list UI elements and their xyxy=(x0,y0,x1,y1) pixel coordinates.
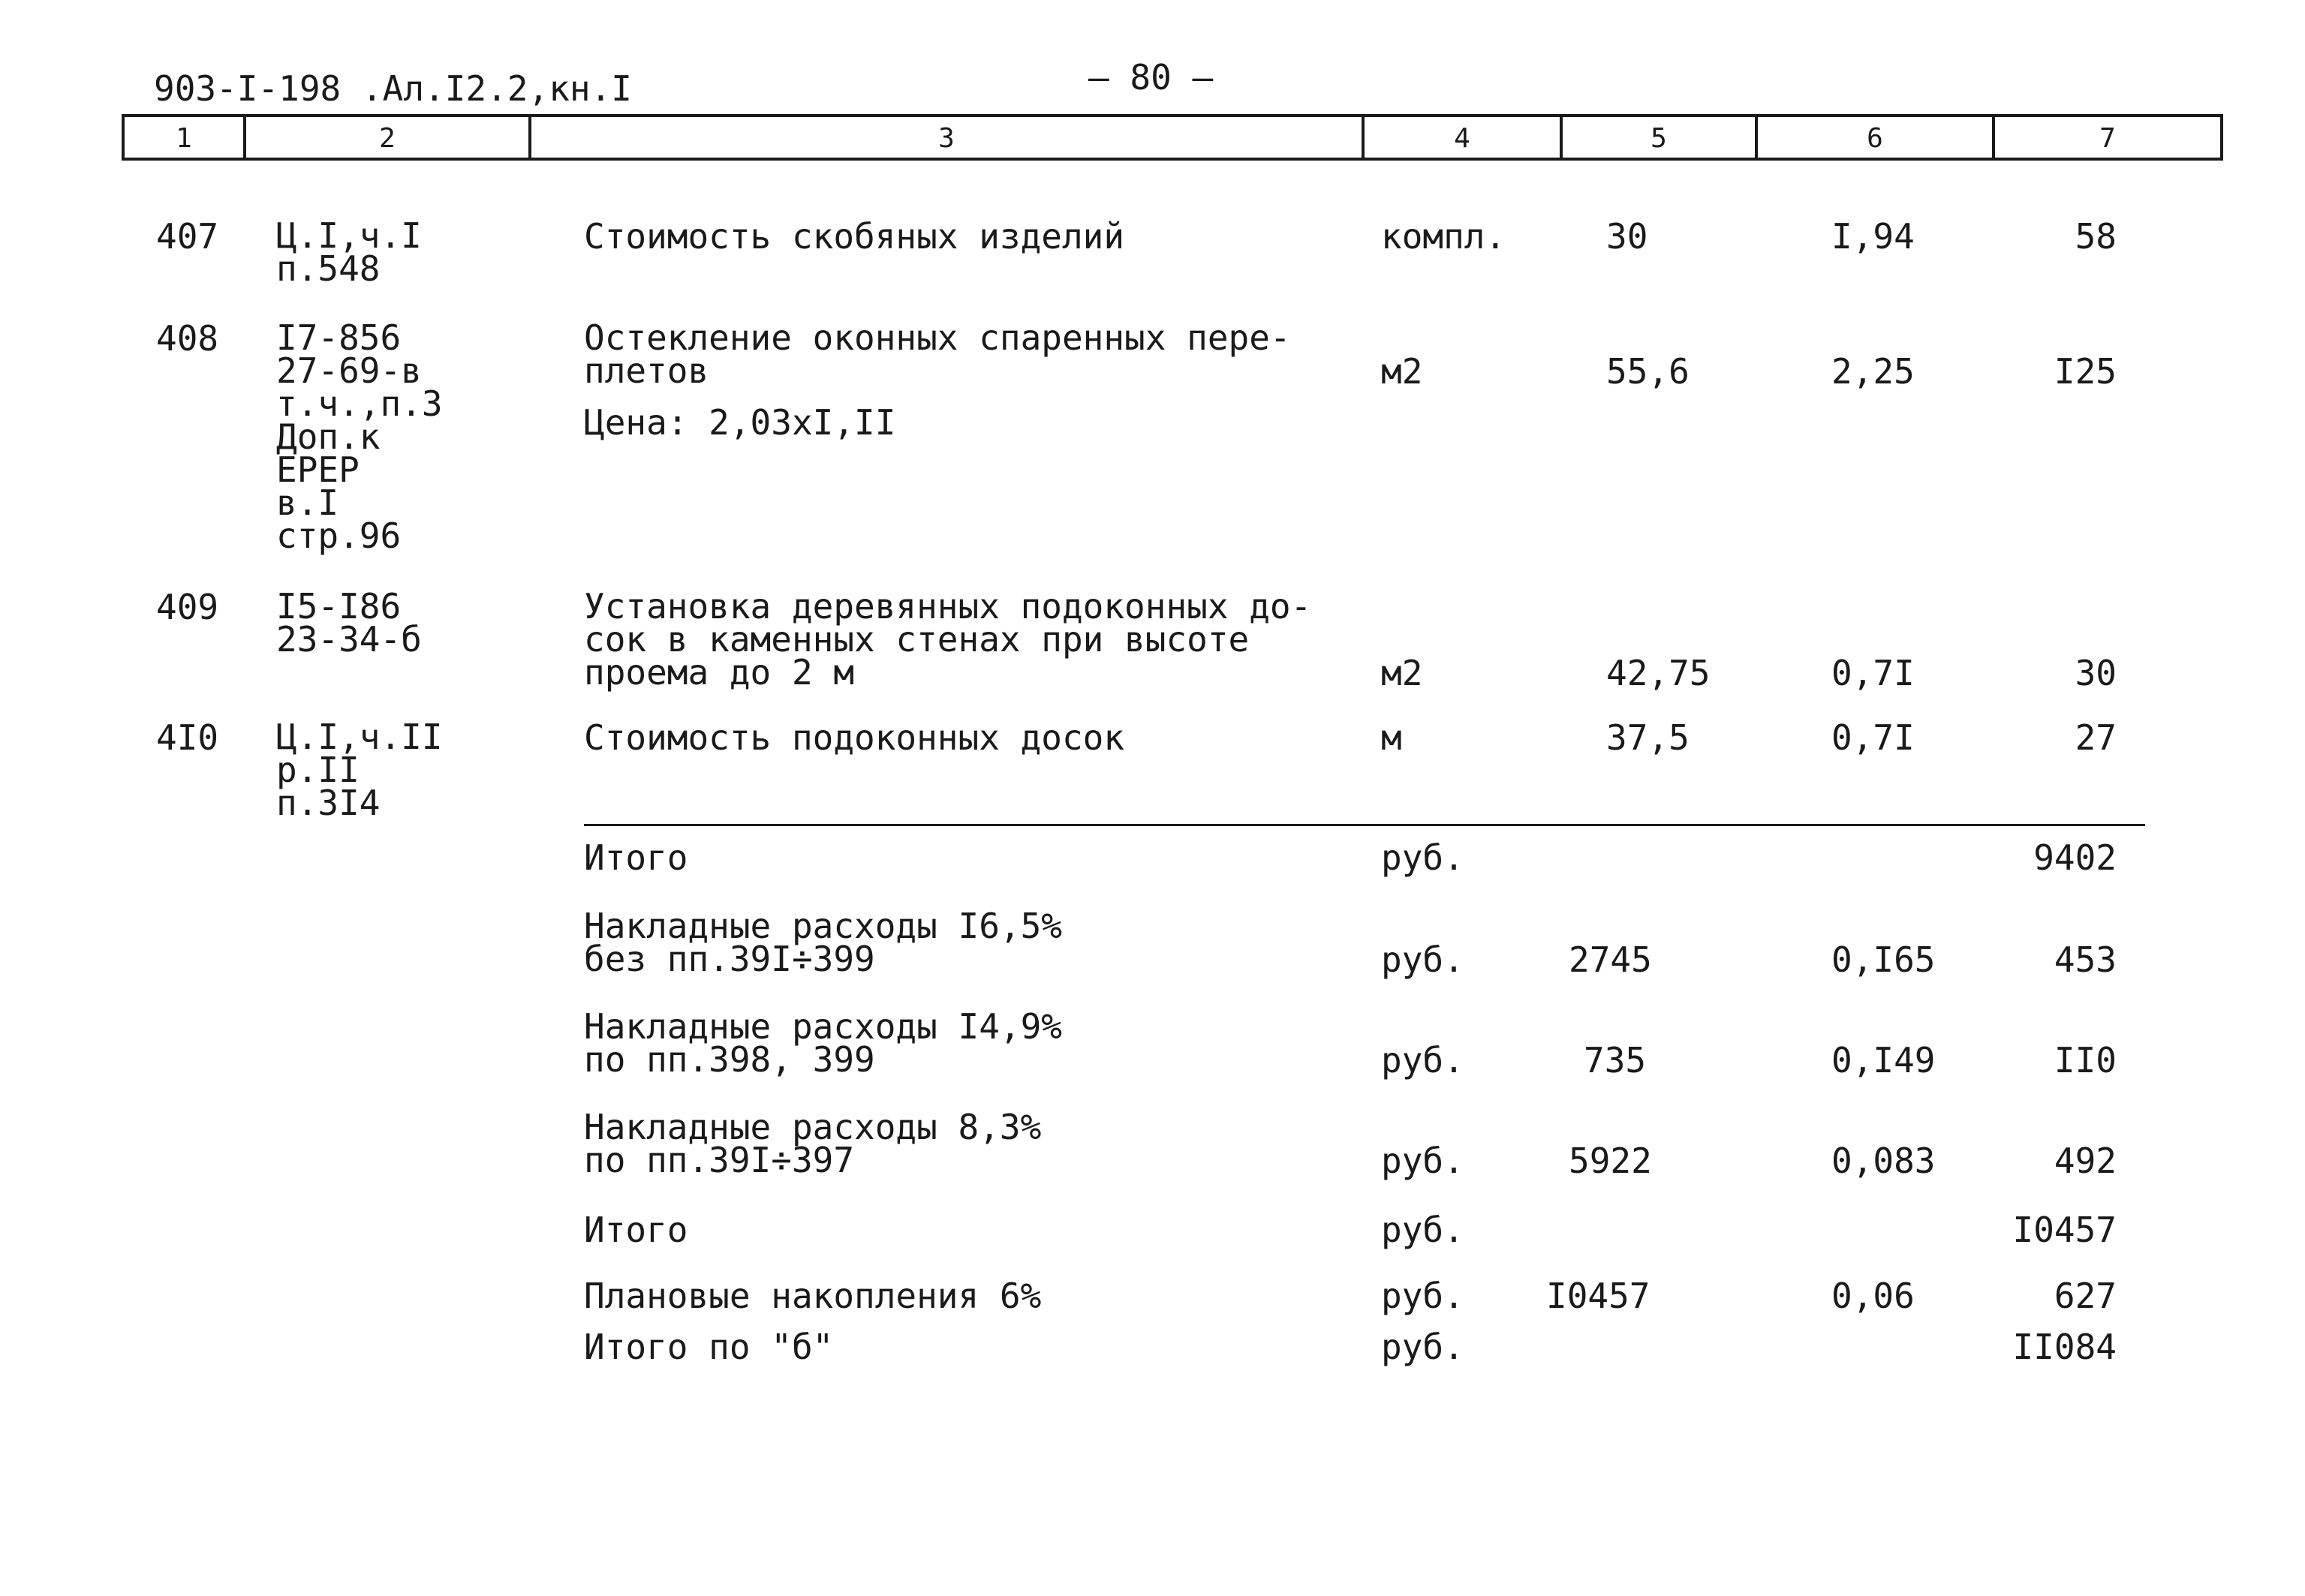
summary-unit: руб. xyxy=(1381,1210,1464,1250)
summary-label: Накладные расходы I6,5% без пп.39I÷399 xyxy=(584,906,1062,979)
summary-total: 453 xyxy=(2054,939,2117,980)
quantity: 37,5 xyxy=(1606,717,1690,758)
unit: м2 xyxy=(1381,653,1423,693)
summary-base: 735 xyxy=(1584,1040,1647,1081)
summary-total: II084 xyxy=(2012,1327,2117,1367)
summary-rate: 0,06 xyxy=(1831,1276,1915,1316)
summary-unit: руб. xyxy=(1381,1276,1464,1316)
item-description: Стоимость подоконных досок xyxy=(584,717,1125,758)
summary-divider xyxy=(584,824,2145,826)
quantity: 55,6 xyxy=(1606,351,1690,392)
row-number: 408 xyxy=(156,318,219,359)
total-cost: 30 xyxy=(2075,653,2117,693)
column-number-7: 7 xyxy=(2099,123,2116,154)
column-number-3: 3 xyxy=(938,123,955,154)
item-description: Установка деревянных подоконных до- сок в каменных стенах при высоте проема до 2 м xyxy=(584,586,1312,693)
summary-total: 492 xyxy=(2054,1141,2117,1181)
summary-total: 9402 xyxy=(2033,837,2117,878)
summary-rate: 0,I49 xyxy=(1831,1040,1936,1081)
quantity: 42,75 xyxy=(1606,653,1711,693)
page-number: — 80 — xyxy=(1088,57,1214,98)
column-number-4: 4 xyxy=(1454,123,1470,154)
document-code: 903-I-198 .Ал.I2.2,кн.I xyxy=(154,68,632,109)
item-description: Остекление оконных спаренных пере- плетов xyxy=(584,317,1291,391)
row-number: 4I0 xyxy=(156,717,219,758)
unit: м xyxy=(1381,717,1402,758)
unit: м2 xyxy=(1381,351,1423,392)
unit-price: 0,7I xyxy=(1831,717,1915,758)
reference-code: Ц.I,ч.II р.II п.3I4 xyxy=(276,717,443,823)
column-number-2: 2 xyxy=(379,123,396,154)
summary-label: Итого xyxy=(584,1210,688,1250)
summary-base: I0457 xyxy=(1546,1276,1651,1316)
unit-price: 0,7I xyxy=(1831,653,1915,693)
summary-label: Итого по "б" xyxy=(584,1327,834,1367)
summary-total: I0457 xyxy=(2012,1210,2117,1250)
unit-price: I,94 xyxy=(1831,216,1915,257)
column-number-bar xyxy=(122,114,2223,161)
summary-label: Плановые накопления 6% xyxy=(584,1276,1042,1316)
reference-code: I5-I86 23-34-б xyxy=(276,586,422,660)
row-number: 409 xyxy=(156,587,219,627)
unit: компл. xyxy=(1381,216,1506,257)
total-cost: 27 xyxy=(2075,717,2117,758)
quantity: 30 xyxy=(1606,216,1648,257)
column-number-6: 6 xyxy=(1867,123,1883,154)
unit-price: 2,25 xyxy=(1831,351,1915,392)
summary-unit: руб. xyxy=(1381,939,1464,980)
summary-base: 5922 xyxy=(1569,1141,1652,1181)
column-number-5: 5 xyxy=(1651,123,1667,154)
reference-code: Ц.I,ч.I п.548 xyxy=(276,215,422,289)
summary-total: 627 xyxy=(2054,1276,2117,1316)
summary-total: II0 xyxy=(2054,1040,2117,1081)
summary-unit: руб. xyxy=(1381,1141,1464,1181)
summary-rate: 0,083 xyxy=(1831,1141,1936,1181)
column-number-1: 1 xyxy=(176,123,192,154)
summary-unit: руб. xyxy=(1381,1040,1464,1081)
row-number: 407 xyxy=(156,216,219,257)
summary-label: Итого xyxy=(584,837,688,878)
item-description: Стоимость скобяных изделий xyxy=(584,216,1125,257)
summary-unit: руб. xyxy=(1381,1327,1464,1367)
summary-unit: руб. xyxy=(1381,837,1464,878)
summary-base: 2745 xyxy=(1569,939,1652,980)
reference-code: I7-856 27-69-в т.ч.,п.3 Доп.к ЕРЕР в.I стр.96 xyxy=(276,317,443,556)
summary-label: Накладные расходы 8,3% по пп.39I÷397 xyxy=(584,1107,1042,1180)
summary-rate: 0,I65 xyxy=(1831,939,1936,980)
total-cost: 58 xyxy=(2075,216,2117,257)
total-cost: I25 xyxy=(2054,351,2117,392)
price-note: Цена: 2,03хI,II xyxy=(584,402,896,443)
summary-label: Накладные расходы I4,9% по пп.398, 399 xyxy=(584,1006,1062,1080)
